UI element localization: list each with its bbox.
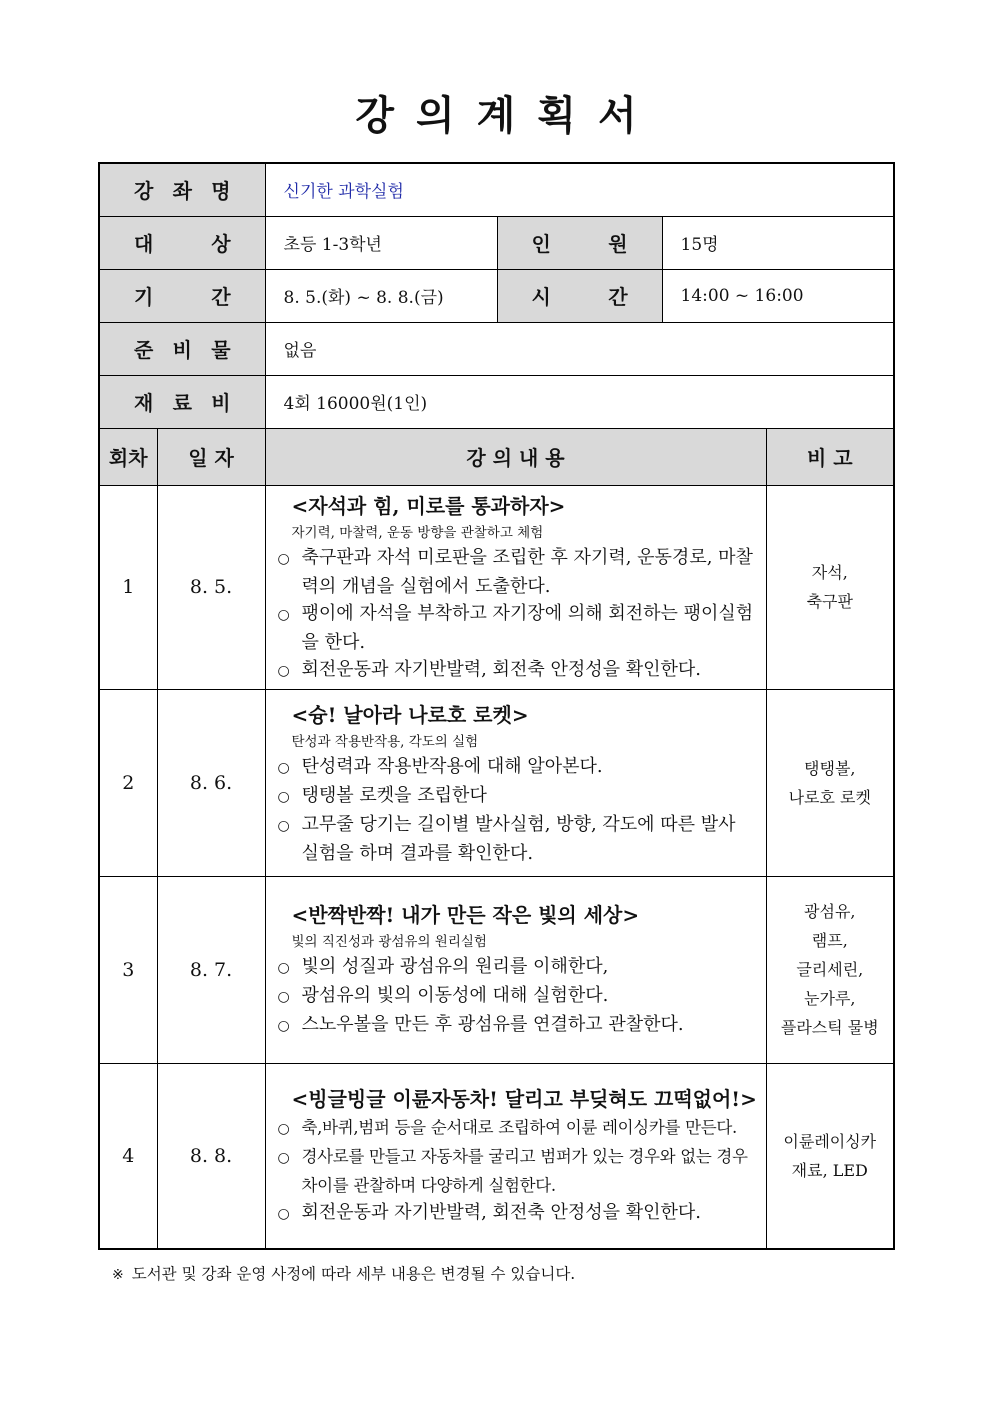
course-name-value: 신기한 과학실험: [265, 163, 894, 216]
table-row: [99, 876, 894, 1063]
content-item: ○ 광섬유의 빛의 이동성에 대해 실험한다.: [277, 985, 609, 1006]
content-item: ○ 스노우볼을 만든 후 광섬유를 연결하고 관찰한다.: [277, 1014, 684, 1035]
content-header: 강 의 내 용: [265, 428, 766, 485]
course-name-label: 강 좌 명: [99, 163, 265, 216]
session-subtitle: 자기력, 마찰력, 운동 방향을 관찰하고 체험: [291, 524, 544, 541]
session-date: 8. 7.: [157, 876, 265, 1063]
session-date: 8. 5.: [157, 485, 265, 689]
fee-label: 재 료 비: [99, 375, 265, 428]
session-title: <자석과 힘, 미로를 통과하자>: [291, 493, 566, 518]
table-row: [99, 689, 894, 876]
target-value: 초등 1-3학년: [265, 216, 497, 269]
footnote-text: 도서관 및 강좌 운영 사정에 따라 세부 내용은 변경될 수 있습니다.: [131, 1265, 576, 1283]
materials-value: 없음: [265, 322, 894, 375]
content-item: ○ 탄성력과 작용반작용에 대해 알아본다.: [277, 755, 603, 777]
fee-value: 4회 16000원(1인): [265, 375, 894, 428]
content-item: ○ 회전운동과 자기반발력, 회전축 안정성을 확인한다.: [277, 1202, 701, 1224]
session-number: 1: [99, 485, 157, 689]
materials-label: 준 비 물: [99, 322, 265, 375]
people-label: 인 원: [497, 216, 662, 269]
session-header: 회차: [99, 428, 157, 485]
session-content: [265, 1063, 766, 1249]
session-content: [265, 689, 766, 876]
content-item: ○ 탱탱볼 로켓을 조립한다: [277, 784, 487, 806]
period-value: 8. 5.(화) ~ 8. 8.(금): [265, 269, 497, 322]
page-title: 강의계획서: [355, 93, 659, 139]
session-title: <빙글빙글 이륜자동차! 달리고 부딪혀도 끄떡없어!>: [291, 1087, 757, 1112]
note-header: 비 고: [766, 428, 894, 485]
session-number: 2: [99, 689, 157, 876]
session-title: <슝! 날아라 나로호 로켓>: [291, 702, 529, 727]
footnote: [112, 1262, 575, 1284]
reference-mark-icon: ※: [112, 1267, 124, 1283]
table-row: [99, 485, 894, 689]
session-title: <반짝반짝! 내가 만든 작은 빛의 세상>: [291, 903, 640, 927]
table-row: [99, 1063, 894, 1249]
session-date: 8. 6.: [157, 689, 265, 876]
content-item: ○ 축구판과 자석 미로판을 조립한 후 자기력, 운동경로, 마찰력의 개념을 실험에서 도출한다.: [277, 546, 753, 597]
people-value: 15명: [662, 216, 894, 269]
content-item: ○ 회전운동과 자기반발력, 회전축 안정성을 확인한다.: [277, 658, 701, 680]
content-item: ○ 고무줄 당기는 길이별 발사실험, 방향, 각도에 따른 발사 실험을 하며 결과를 확인한다.: [277, 813, 736, 864]
target-label: 대 상: [99, 216, 265, 269]
time-label: 시 간: [497, 269, 662, 322]
session-content: [265, 485, 766, 689]
session-note: 광섬유, 램프, 글리세린, 눈가루, 플라스틱 물병: [766, 876, 894, 1063]
session-number: 3: [99, 876, 157, 1063]
date-header: 일 자: [157, 428, 265, 485]
content-item: ○ 빛의 성질과 광섬유의 원리를 이해한다,: [277, 956, 609, 977]
session-subtitle: 빛의 직진성과 광섬유의 원리실험: [291, 934, 487, 950]
content-item: ○ 경사로를 만들고 자동차를 굴리고 범퍼가 있는 경우와 없는 경우 차이를 관찰하며 다양하게 실험한다.: [277, 1147, 748, 1196]
session-note: 자석, 축구판: [766, 485, 894, 689]
session-note: 탱탱볼, 나로호 로켓: [766, 689, 894, 876]
time-value: 14:00 ~ 16:00: [662, 269, 894, 322]
session-subtitle: 탄성과 작용반작용, 각도의 실험: [291, 733, 479, 750]
content-item: ○ 축,바퀴,범퍼 등을 순서대로 조립하여 이륜 레이싱카를 만든다.: [277, 1118, 737, 1138]
session-number: 4: [99, 1063, 157, 1249]
content-item: ○ 팽이에 자석을 부착하고 자기장에 의해 회전하는 팽이실험을 한다.: [277, 602, 754, 653]
session-note: 이륜레이싱카 재료, LED: [766, 1063, 894, 1249]
session-date: 8. 8.: [157, 1063, 265, 1249]
lecture-plan-table: [98, 162, 895, 1250]
period-label: 기 간: [99, 269, 265, 322]
session-content: [265, 876, 766, 1063]
